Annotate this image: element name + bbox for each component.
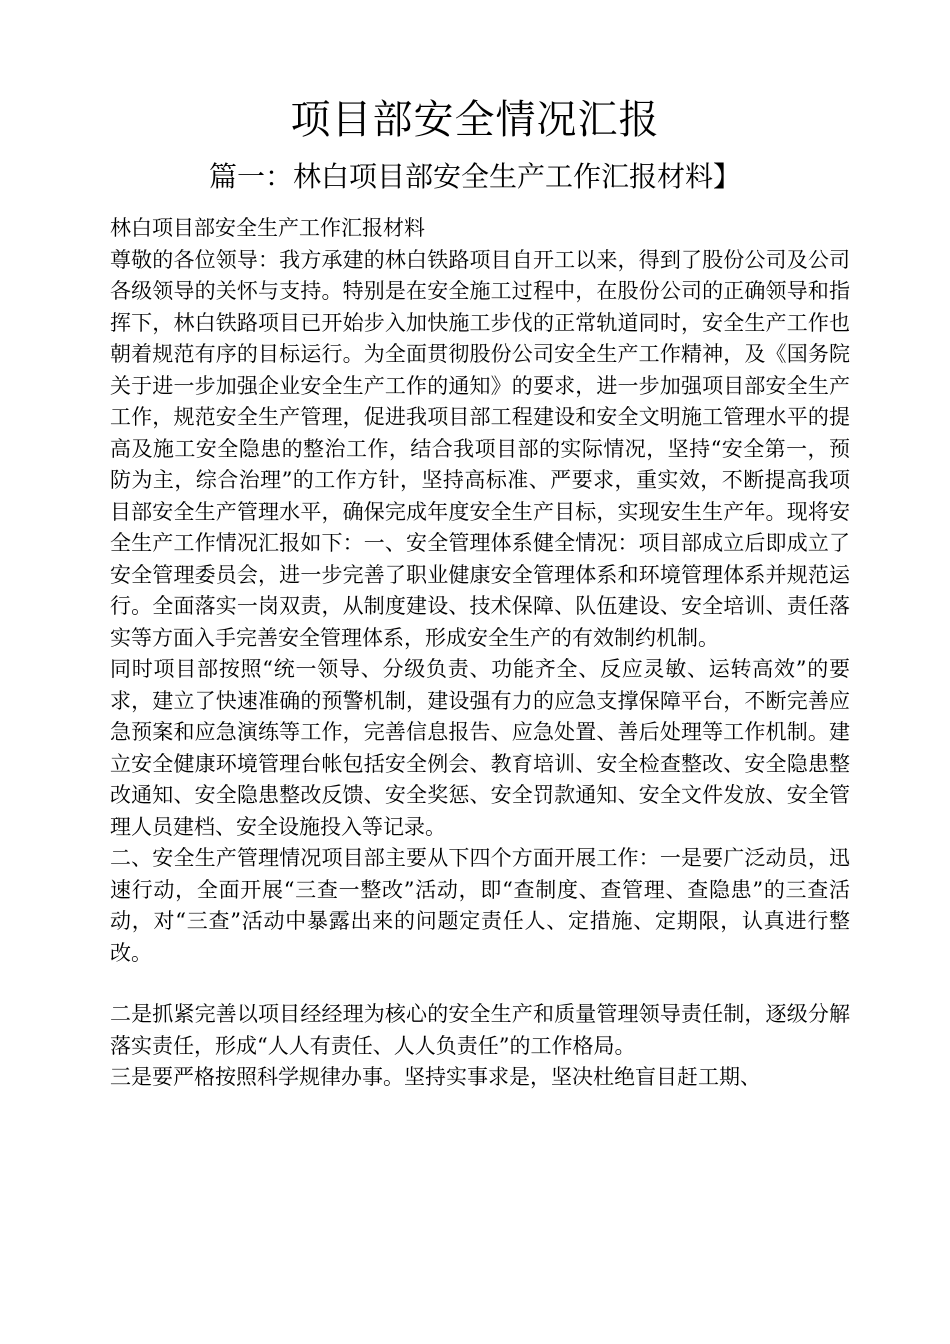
- paragraph-mechanism: 同时项目部按照“统一领导、分级负责、功能齐全、反应灵敏、运转高效”的要求，建立了快速准确的预警机制，建设强有力的应急支撑保障平台，不断完善应急预案和应急演练等工作，完善信息报告、应急处置、善后处理等工作机制。建立安全健康环境管理台帐包括安全例会、教育培训、安全检查整改、安全隐患整改通知、安全隐患整改反馈、安全奖惩、安全罚款通知、安全文件发放、安全管理人员建档、安全设施投入等记录。: [110, 657, 850, 839]
- paragraph-intro: 尊敬的各位领导：我方承建的林白铁路项目自开工以来，得到了股份公司及公司各级领导的关怀与支持。特别是在安全施工过程中，在股份公司的正确领导和指挥下，林白铁路项目已开始步入加快施工步伐的正常轨道同时，安全生产工作也朝着规范有序的目标运行。为全面贯彻股份公司安全生产工作精神，及《国务院关于进一步加强企业安全生产工作的通知》的要求，进一步加强项目部安全生产工作，规范安全生产管理，促进我项目部工程建设和安全文明施工管理水平的提高及施工安全隐患的整治工作，结合我项目部的实际情况，坚持“安全第一，预防为主，综合治理”的工作方针，坚持高标准、严要求，重实效，不断提高我项目部安全生产管理水平，确保完成年度安全生产目标，实现安生生产年。现将安全生产工作情况汇报如下：一、安全管理体系健全情况：项目部成立后即成立了安全管理委员会，进一步完善了职业健康安全管理体系和环境管理体系并规范运行。全面落实一岗双责，从制度建设、技术保障、队伍建设、安全培训、责任落实等方面入手完善安全管理体系，形成安全生产的有效制约机制。: [110, 247, 850, 650]
- document-subtitle: 篇一：林白项目部安全生产工作汇报材料】: [208, 160, 741, 193]
- document-body: [110, 213, 850, 1094]
- paragraph-point-three: 三是要严格按照科学规律办事。坚持实事求是，坚决杜绝盲目赶工期、: [110, 1065, 761, 1089]
- paragraph-point-two: 二是抓紧完善以项目经经理为核心的安全生产和质量管理领导责任制，逐级分解落实责任，形成“人人有责任、人人负责任”的工作格局。: [110, 1002, 850, 1058]
- document-title: 项目部安全情况汇报: [290, 97, 660, 143]
- paragraph-heading: 林白项目部安全生产工作汇报材料: [110, 216, 425, 240]
- paragraph-section-two: 二、安全生产管理情况项目部主要从下四个方面开展工作：一是要广泛动员，迅速行动，全面开展“三查一整改”活动，即“查制度、查管理、查隐患”的三查活动，对“三查”活动中暴露出来的问题定责任人、定措施、定期限，认真进行整改。: [110, 846, 850, 965]
